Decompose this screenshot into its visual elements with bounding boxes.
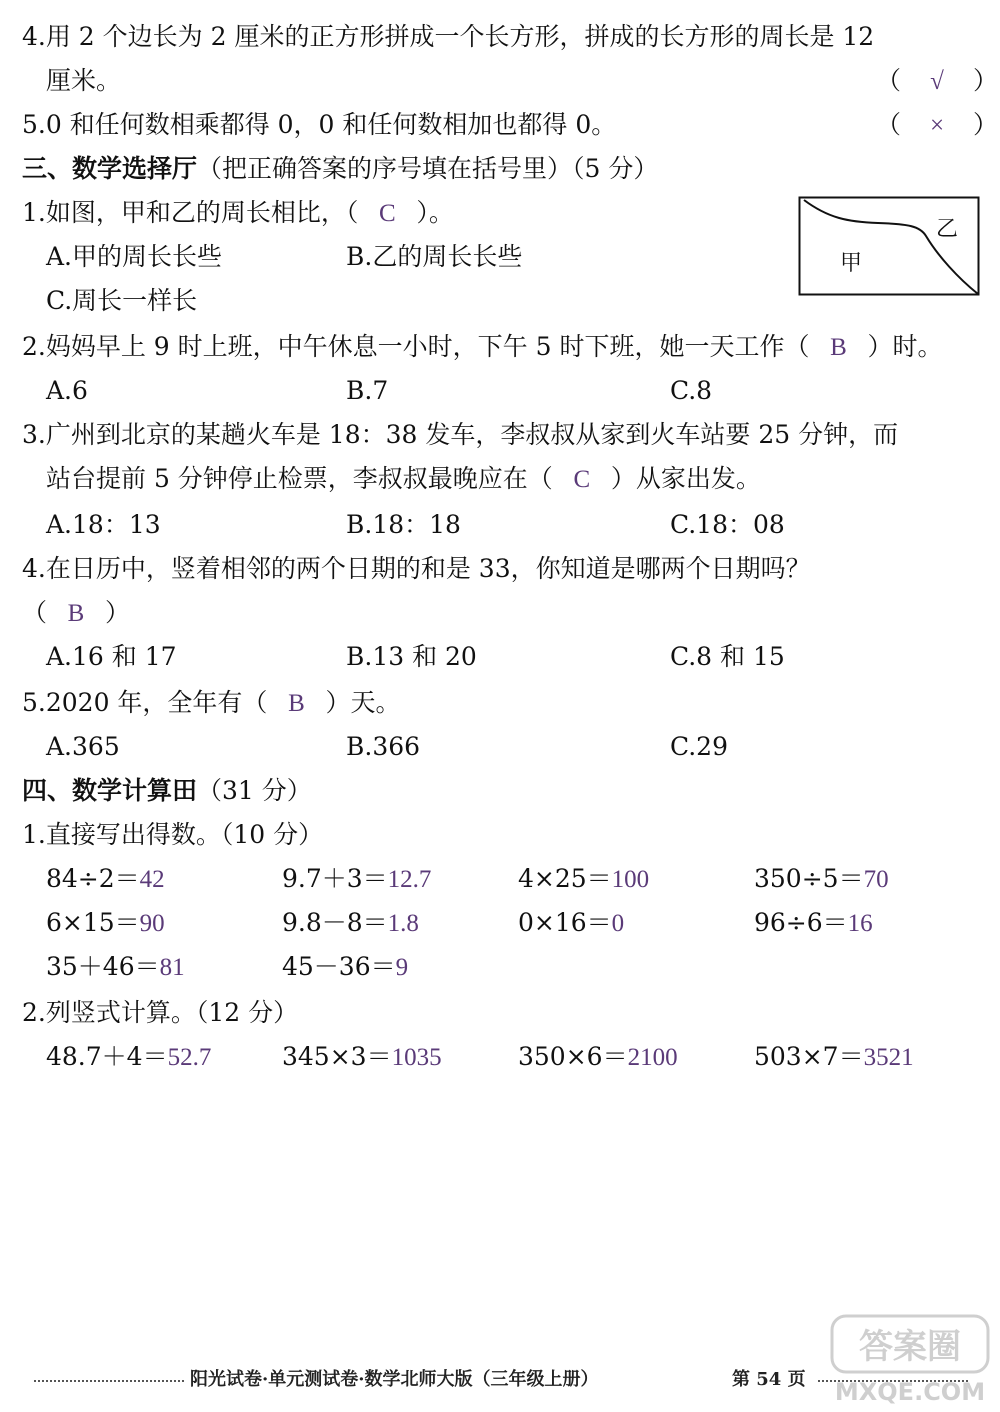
section4-title: 四、数学计算田 — [22, 776, 198, 805]
judge-q4-answer: （ √ ） — [876, 64, 998, 99]
direct-calc-item — [754, 862, 889, 897]
direct-calc-answer: 9 — [395, 954, 409, 981]
vertical-calc-answer: 2100 — [627, 1044, 678, 1071]
vertical-calc-expression: 345×3＝ — [282, 1042, 392, 1071]
judge-q5-line: 5.0 和任何数相乘都得 0，0 和任何数相加也都得 0。 — [22, 110, 617, 139]
direct-calc-expression: 35＋46＝ — [46, 952, 160, 981]
vertical-calc-item — [754, 1040, 914, 1075]
vertical-calc-expression: 503×7＝ — [754, 1042, 864, 1071]
direct-calc-item — [518, 862, 649, 897]
direct-calc-expression: 84÷2＝ — [46, 864, 140, 893]
choice-q2-text: 2.妈妈早上 9 时上班，中午休息一小时，下午 5 时下班，她一天工作（ — [22, 332, 810, 361]
vertical-calc-item — [282, 1040, 442, 1075]
direct-calc-answer: 42 — [139, 866, 165, 893]
direct-calc-item — [46, 950, 185, 985]
vertical-calc-expression: 48.7＋4＝ — [46, 1042, 168, 1071]
judge-q4-mark: √ — [930, 68, 944, 95]
choice-q1-tail: ）。 — [416, 198, 454, 227]
direct-calc-item — [754, 906, 873, 941]
choice-q4-line2: （ B ） — [22, 596, 130, 631]
direct-calc-expression: 350÷5＝ — [754, 864, 864, 893]
calc-part1-title: 1.直接写出得数。（10 分） — [22, 820, 324, 849]
choice-q1-option-b: B.乙的周长长些 — [346, 242, 523, 271]
figure-rectangle — [800, 198, 979, 295]
figure-label-yi: 乙 — [936, 217, 959, 242]
direct-calc-answer: 90 — [139, 910, 165, 937]
choice-q2-tail: ）时。 — [867, 332, 943, 361]
page-footer — [0, 1366, 1000, 1396]
direct-calc-answer: 12.7 — [387, 866, 432, 893]
footer-dots-left — [34, 1380, 184, 1382]
choice-q1-stem — [22, 196, 454, 231]
direct-calc-item — [282, 950, 408, 985]
choice-q3-option-a: A.18：13 — [46, 510, 161, 539]
choice-q4-answer: B — [67, 600, 85, 627]
judge-q4-line2: 厘米。 — [46, 66, 122, 95]
vertical-calc-item — [518, 1040, 678, 1075]
footer-dots-right — [818, 1380, 968, 1382]
judge-q4-line1: 4.用 2 个边长为 2 厘米的正方形拼成一个长方形，拼成的长方形的周长是 12 — [22, 22, 875, 51]
perimeter-figure — [798, 196, 980, 296]
direct-calc-expression: 45－36＝ — [282, 952, 396, 981]
direct-calc-answer: 1.8 — [387, 910, 419, 937]
figure-label-jia: 甲 — [840, 251, 863, 276]
direct-calc-answer: 81 — [159, 954, 185, 981]
watermark-text: 答案圈 — [859, 1327, 961, 1367]
section3-heading — [22, 152, 658, 186]
choice-q3-line1: 3.广州到北京的某趟火车是 18：38 发车，李叔叔从家到火车站要 25 分钟，而 — [22, 420, 899, 449]
choice-q5-option-c: C.29 — [670, 732, 728, 761]
vertical-calc-answer: 1035 — [391, 1044, 442, 1071]
choice-q5-option-b: B.366 — [346, 732, 421, 761]
direct-calc-expression: 4×25＝ — [518, 864, 612, 893]
choice-q1-text: 1.如图，甲和乙的周长相比，（ — [22, 198, 359, 227]
direct-calc-answer: 100 — [611, 866, 650, 893]
section3-note: （把正确答案的序号填在括号里）（5 分） — [197, 154, 659, 183]
judge-q5-answer: （ × ） — [876, 108, 998, 143]
direct-calc-item — [46, 862, 165, 897]
direct-calc-item — [282, 862, 431, 897]
direct-calc-item — [46, 906, 165, 941]
direct-calc-item — [518, 906, 624, 941]
calc-part2-title: 2.列竖式计算。（12 分） — [22, 998, 299, 1027]
choice-q3-tail: ）从家出发。 — [610, 464, 761, 493]
direct-calc-expression: 6×15＝ — [46, 908, 140, 937]
footer-text: 阳光试卷·单元测试卷·数学北师大版（三年级上册） — [190, 1369, 599, 1390]
choice-q5-tail: ）天。 — [325, 688, 401, 717]
choice-q2-option-b: B.7 — [346, 376, 389, 405]
choice-q4-option-a: A.16 和 17 — [46, 642, 177, 671]
choice-q2-answer: B — [830, 334, 847, 361]
vertical-calc-expression: 350×6＝ — [518, 1042, 628, 1071]
direct-calc-expression: 9.7＋3＝ — [282, 864, 388, 893]
direct-calc-expression: 9.8－8＝ — [282, 908, 388, 937]
choice-q2-option-c: C.8 — [670, 376, 713, 405]
direct-calc-answer: 70 — [863, 866, 889, 893]
choice-q5-stem — [22, 686, 400, 721]
section3-title: 三、数学选择厅 — [22, 154, 198, 183]
choice-q2-stem — [22, 330, 942, 365]
watermark-url: MXQE.COM — [834, 1378, 986, 1406]
choice-q1-answer: C — [379, 200, 396, 227]
figure-dividing-curve — [804, 200, 978, 294]
choice-q3-option-c: C.18：08 — [670, 510, 785, 539]
choice-q3-line2 — [46, 462, 761, 497]
direct-calc-answer: 16 — [847, 910, 873, 937]
choice-q4-option-c: C.8 和 15 — [670, 642, 785, 671]
choice-q1-option-a: A.甲的周长长些 — [46, 242, 223, 271]
choice-q3-option-b: B.18：18 — [346, 510, 461, 539]
choice-q4-line1: 4.在日历中，竖着相邻的两个日期的和是 33，你知道是哪两个日期吗？ — [22, 554, 811, 583]
choice-q1-option-c: C.周长一样长 — [46, 286, 198, 315]
direct-calc-answer: 0 — [611, 910, 625, 937]
choice-q5-text: 5.2020 年，全年有（ — [22, 688, 268, 717]
vertical-calc-item — [46, 1040, 211, 1075]
choice-q5-answer: B — [288, 690, 305, 717]
direct-calc-expression: 96÷6＝ — [754, 908, 848, 937]
direct-calc-item — [282, 906, 419, 941]
choice-q3-answer: C — [573, 466, 591, 493]
choice-q3-text: 站台提前 5 分钟停止检票，李叔叔最晚应在（ — [46, 464, 553, 493]
section4-note: （31 分） — [197, 776, 312, 805]
choice-q4-option-b: B.13 和 20 — [346, 642, 477, 671]
section4-heading — [22, 774, 312, 808]
footer-page-number: 第 54 页 — [732, 1369, 806, 1390]
choice-q5-option-a: A.365 — [46, 732, 120, 761]
vertical-calc-answer: 52.7 — [167, 1044, 212, 1071]
vertical-calc-answer: 3521 — [863, 1044, 914, 1071]
judge-q5-mark: × — [929, 112, 945, 139]
choice-q2-option-a: A.6 — [46, 376, 88, 405]
direct-calc-expression: 0×16＝ — [518, 908, 612, 937]
